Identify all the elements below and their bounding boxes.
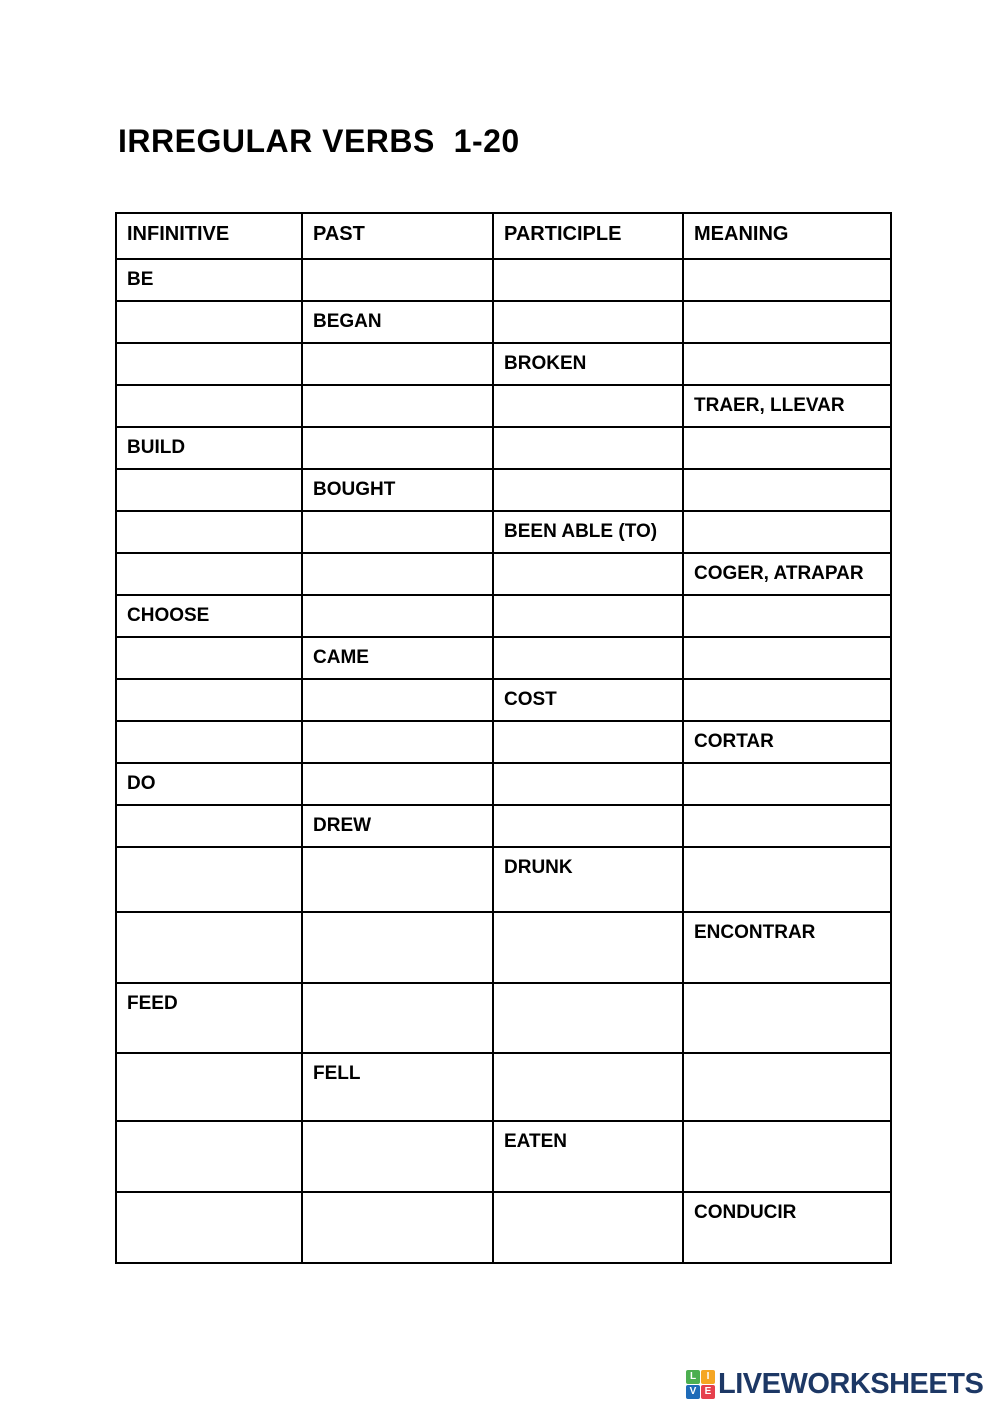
answer-cell-empty[interactable] (302, 983, 493, 1053)
answer-cell-empty[interactable] (683, 763, 891, 805)
table-row (116, 912, 891, 983)
answer-cell-empty[interactable] (302, 385, 493, 427)
answer-cell-empty[interactable] (493, 301, 683, 343)
answer-cell-empty[interactable] (302, 763, 493, 805)
verb-cell: FEED (116, 983, 302, 1053)
verb-cell: ENCONTRAR (683, 912, 891, 983)
answer-cell-empty[interactable] (302, 259, 493, 301)
answer-cell-empty[interactable] (302, 721, 493, 763)
irregular-verbs-table (115, 212, 892, 1264)
answer-cell-empty[interactable] (683, 1121, 891, 1192)
table-row (116, 343, 891, 385)
verb-cell: BEGAN (302, 301, 493, 343)
answer-cell-empty[interactable] (302, 553, 493, 595)
table-row (116, 427, 891, 469)
table-row (116, 469, 891, 511)
brand-name-text: LIVEWORKSHEETS (718, 1368, 984, 1400)
table-row (116, 1053, 891, 1121)
answer-cell-empty[interactable] (302, 1192, 493, 1263)
answer-cell-empty[interactable] (683, 983, 891, 1053)
column-header-infinitive: INFINITIVE (116, 213, 302, 259)
column-header-past: PAST (302, 213, 493, 259)
table-row (116, 763, 891, 805)
answer-cell-empty[interactable] (116, 553, 302, 595)
answer-cell-empty[interactable] (683, 469, 891, 511)
table-row (116, 301, 891, 343)
answer-cell-empty[interactable] (493, 721, 683, 763)
verb-cell: BE (116, 259, 302, 301)
logo-square-e: E (701, 1385, 715, 1399)
table-row (116, 1192, 891, 1263)
verb-cell: BUILD (116, 427, 302, 469)
answer-cell-empty[interactable] (493, 595, 683, 637)
column-header-meaning: MEANING (683, 213, 891, 259)
answer-cell-empty[interactable] (493, 385, 683, 427)
logo-square-i: I (701, 1370, 715, 1384)
verb-cell: BEEN ABLE (TO) (493, 511, 683, 553)
answer-cell-empty[interactable] (302, 595, 493, 637)
table-row (116, 679, 891, 721)
answer-cell-empty[interactable] (116, 511, 302, 553)
answer-cell-empty[interactable] (493, 1192, 683, 1263)
answer-cell-empty[interactable] (683, 805, 891, 847)
answer-cell-empty[interactable] (683, 511, 891, 553)
logo-square-l: L (686, 1370, 700, 1384)
answer-cell-empty[interactable] (302, 427, 493, 469)
answer-cell-empty[interactable] (116, 385, 302, 427)
verb-cell: CONDUCIR (683, 1192, 891, 1263)
answer-cell-empty[interactable] (116, 1192, 302, 1263)
answer-cell-empty[interactable] (493, 469, 683, 511)
answer-cell-empty[interactable] (493, 259, 683, 301)
verb-cell: CORTAR (683, 721, 891, 763)
table-row (116, 805, 891, 847)
answer-cell-empty[interactable] (116, 721, 302, 763)
verb-cell: BOUGHT (302, 469, 493, 511)
answer-cell-empty[interactable] (302, 343, 493, 385)
table-row (116, 511, 891, 553)
verb-cell: FELL (302, 1053, 493, 1121)
answer-cell-empty[interactable] (116, 343, 302, 385)
answer-cell-empty[interactable] (683, 343, 891, 385)
answer-cell-empty[interactable] (116, 1053, 302, 1121)
column-header-participle: PARTICIPLE (493, 213, 683, 259)
answer-cell-empty[interactable] (116, 912, 302, 983)
verb-cell: CAME (302, 637, 493, 679)
answer-cell-empty[interactable] (683, 301, 891, 343)
answer-cell-empty[interactable] (302, 847, 493, 912)
table-row (116, 259, 891, 301)
answer-cell-empty[interactable] (683, 847, 891, 912)
verb-cell: EATEN (493, 1121, 683, 1192)
liveworksheets-logo-icon (686, 1370, 715, 1399)
answer-cell-empty[interactable] (493, 983, 683, 1053)
answer-cell-empty[interactable] (116, 1121, 302, 1192)
page-title: IRREGULAR VERBS 1-20 (118, 123, 520, 159)
table-row (116, 721, 891, 763)
answer-cell-empty[interactable] (493, 637, 683, 679)
verb-cell: COGER, ATRAPAR (683, 553, 891, 595)
answer-cell-empty[interactable] (116, 301, 302, 343)
verb-cell: DO (116, 763, 302, 805)
answer-cell-empty[interactable] (116, 847, 302, 912)
answer-cell-empty[interactable] (302, 679, 493, 721)
table-row (116, 595, 891, 637)
answer-cell-empty[interactable] (493, 763, 683, 805)
answer-cell-empty[interactable] (683, 595, 891, 637)
answer-cell-empty[interactable] (493, 553, 683, 595)
verb-cell: DREW (302, 805, 493, 847)
answer-cell-empty[interactable] (493, 912, 683, 983)
answer-cell-empty[interactable] (116, 469, 302, 511)
table-row (116, 983, 891, 1053)
verb-cell: DRUNK (493, 847, 683, 912)
answer-cell-empty[interactable] (302, 912, 493, 983)
table-row (116, 1121, 891, 1192)
answer-cell-empty[interactable] (302, 511, 493, 553)
answer-cell-empty[interactable] (683, 259, 891, 301)
answer-cell-empty[interactable] (302, 1121, 493, 1192)
answer-cell-empty[interactable] (683, 427, 891, 469)
answer-cell-empty[interactable] (493, 805, 683, 847)
liveworksheets-logo[interactable] (686, 1368, 983, 1401)
answer-cell-empty[interactable] (683, 1053, 891, 1121)
table-row (116, 847, 891, 912)
answer-cell-empty[interactable] (116, 637, 302, 679)
answer-cell-empty[interactable] (683, 679, 891, 721)
table-row (116, 553, 891, 595)
logo-square-v: V (686, 1385, 700, 1399)
verb-cell: TRAER, LLEVAR (683, 385, 891, 427)
answer-cell-empty[interactable] (493, 1053, 683, 1121)
table-header-row (116, 213, 891, 259)
answer-cell-empty[interactable] (116, 805, 302, 847)
verb-cell: COST (493, 679, 683, 721)
table-row (116, 637, 891, 679)
answer-cell-empty[interactable] (493, 427, 683, 469)
verb-cell: BROKEN (493, 343, 683, 385)
answer-cell-empty[interactable] (116, 679, 302, 721)
answer-cell-empty[interactable] (683, 637, 891, 679)
verb-cell: CHOOSE (116, 595, 302, 637)
table-row (116, 385, 891, 427)
